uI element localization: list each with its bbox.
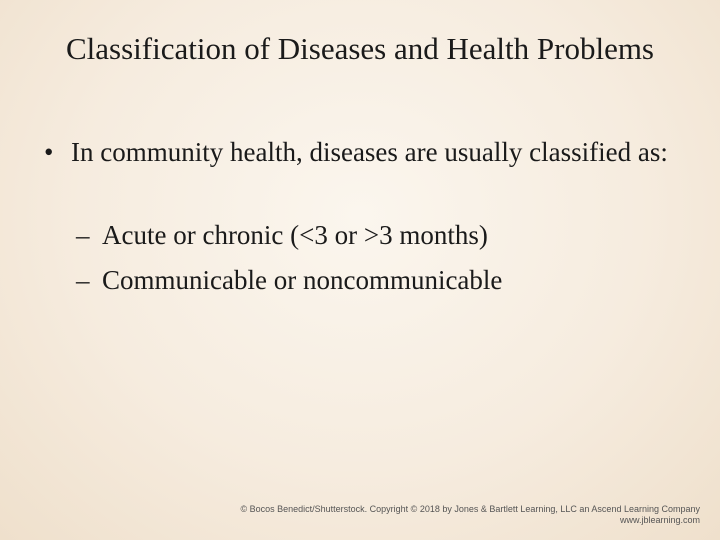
copyright-text: © Bocos Benedict/Shutterstock. Copyright © 2018 by Jones & Bartlett Learning, LLC an Ascend Learning Company (240, 504, 700, 514)
sub-bullet-text: Communicable or noncommunicable (102, 265, 503, 295)
sub-bullet-item (76, 264, 502, 297)
bullet-text: In community health, diseases are usually classified as: (71, 137, 668, 167)
slide-title: Classification of Diseases and Health Problems (65, 31, 655, 66)
sub-bullet-item (76, 219, 488, 252)
bullet-marker: • (44, 137, 54, 167)
sub-bullet-marker: – (76, 265, 90, 295)
copyright-footer (240, 504, 700, 526)
sub-bullet-text: Acute or chronic (<3 or >3 months) (102, 220, 488, 250)
sub-bullet-marker: – (76, 220, 90, 250)
website-text: www.jblearning.com (619, 515, 700, 525)
